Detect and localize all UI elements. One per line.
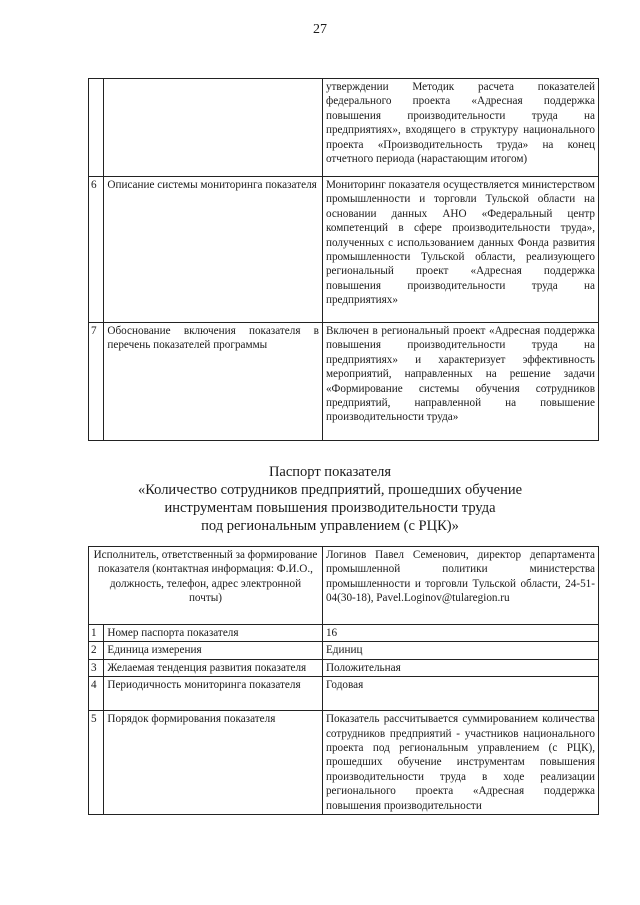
row-label: Обоснование включения показателя в перечень показателей программы (104, 323, 323, 441)
row-number: 6 (89, 177, 104, 323)
indicator-table-continued (88, 78, 599, 441)
row-number: 1 (89, 625, 104, 642)
row-value: Показатель рассчитывается суммированием количества сотрудников предприятий - участников национального проекта под региональным управлением (с РЦК), прошедших обучение инструментам повышения производительности труда в ходе реализации регионального проекта «Адресная поддержка повышения производительности (322, 711, 598, 815)
row-label: Периодичность мониторинга показателя (104, 677, 323, 711)
table-row (89, 79, 599, 177)
row-number: 2 (89, 642, 104, 659)
responsible-label: Исполнитель, ответственный за формирование показателя (контактная информация: Ф.И.О., должность, телефон, адрес электронной почты) (89, 547, 323, 625)
row-number (89, 79, 104, 177)
row-value: 16 (322, 625, 598, 642)
row-label: Номер паспорта показателя (104, 625, 323, 642)
responsible-value: Логинов Павел Семенович, директор департамента промышленной политики министерства промышленности и торговли Тульской области, 24-51-04(30-18), Pavel.Loginov@tularegion.ru (322, 547, 598, 625)
row-value: Положительная (322, 659, 598, 676)
row-value: Включен в региональный проект «Адресная поддержка повышения производительности труда на предприятиях» и характеризует эффективность мероприятий, направленных на решение задачи «Формирование системы обучения сотрудников предприятий, направленной на повышение производительности труда» (322, 323, 598, 441)
row-value: Единиц (322, 642, 598, 659)
row-label: Порядок формирования показателя (104, 711, 323, 815)
row-value: утверждении Методик расчета показателей федерального проекта «Адресная поддержка повышения производительности труда на предприятиях», входящего в структуру национального проекта «Производительность труда» на конец отчетного периода (нарастающим итогом) (322, 79, 598, 177)
passport-title-line: «Количество сотрудников предприятий, прошедших обучение (137, 482, 523, 498)
passport-title (60, 463, 600, 535)
row-number: 7 (89, 323, 104, 441)
indicator-passport-table (88, 546, 599, 815)
passport-title-line: инструментам повышения производительности труда (164, 500, 496, 516)
row-label (104, 79, 323, 177)
table-header-row (89, 547, 599, 625)
table-row (89, 323, 599, 441)
table-row (89, 659, 599, 676)
page-number: 27 (313, 22, 327, 37)
passport-title-line: Паспорт показателя (268, 464, 392, 480)
row-label: Желаемая тенденция развития показателя (104, 659, 323, 676)
row-label: Описание системы мониторинга показателя (104, 177, 323, 323)
passport-title-line: под региональным управлением (с РЦК)» (201, 518, 459, 534)
row-value: Мониторинг показателя осуществляется министерством промышленности и торговли Тульской области на основании данных АНО «Федеральный центр компетенций в сфере производительности труда», полученных с использованием данных Фонда развития промышленности Тульской области, реализующего региональный проект «Адресная поддержка повышения производительности труда на предприятиях» (322, 177, 598, 323)
table-row (89, 625, 599, 642)
row-number: 4 (89, 677, 104, 711)
table-row (89, 177, 599, 323)
row-number: 3 (89, 659, 104, 676)
row-value: Годовая (322, 677, 598, 711)
row-label: Единица измерения (104, 642, 323, 659)
table-row (89, 711, 599, 815)
table-row (89, 642, 599, 659)
table-row (89, 677, 599, 711)
row-number: 5 (89, 711, 104, 815)
